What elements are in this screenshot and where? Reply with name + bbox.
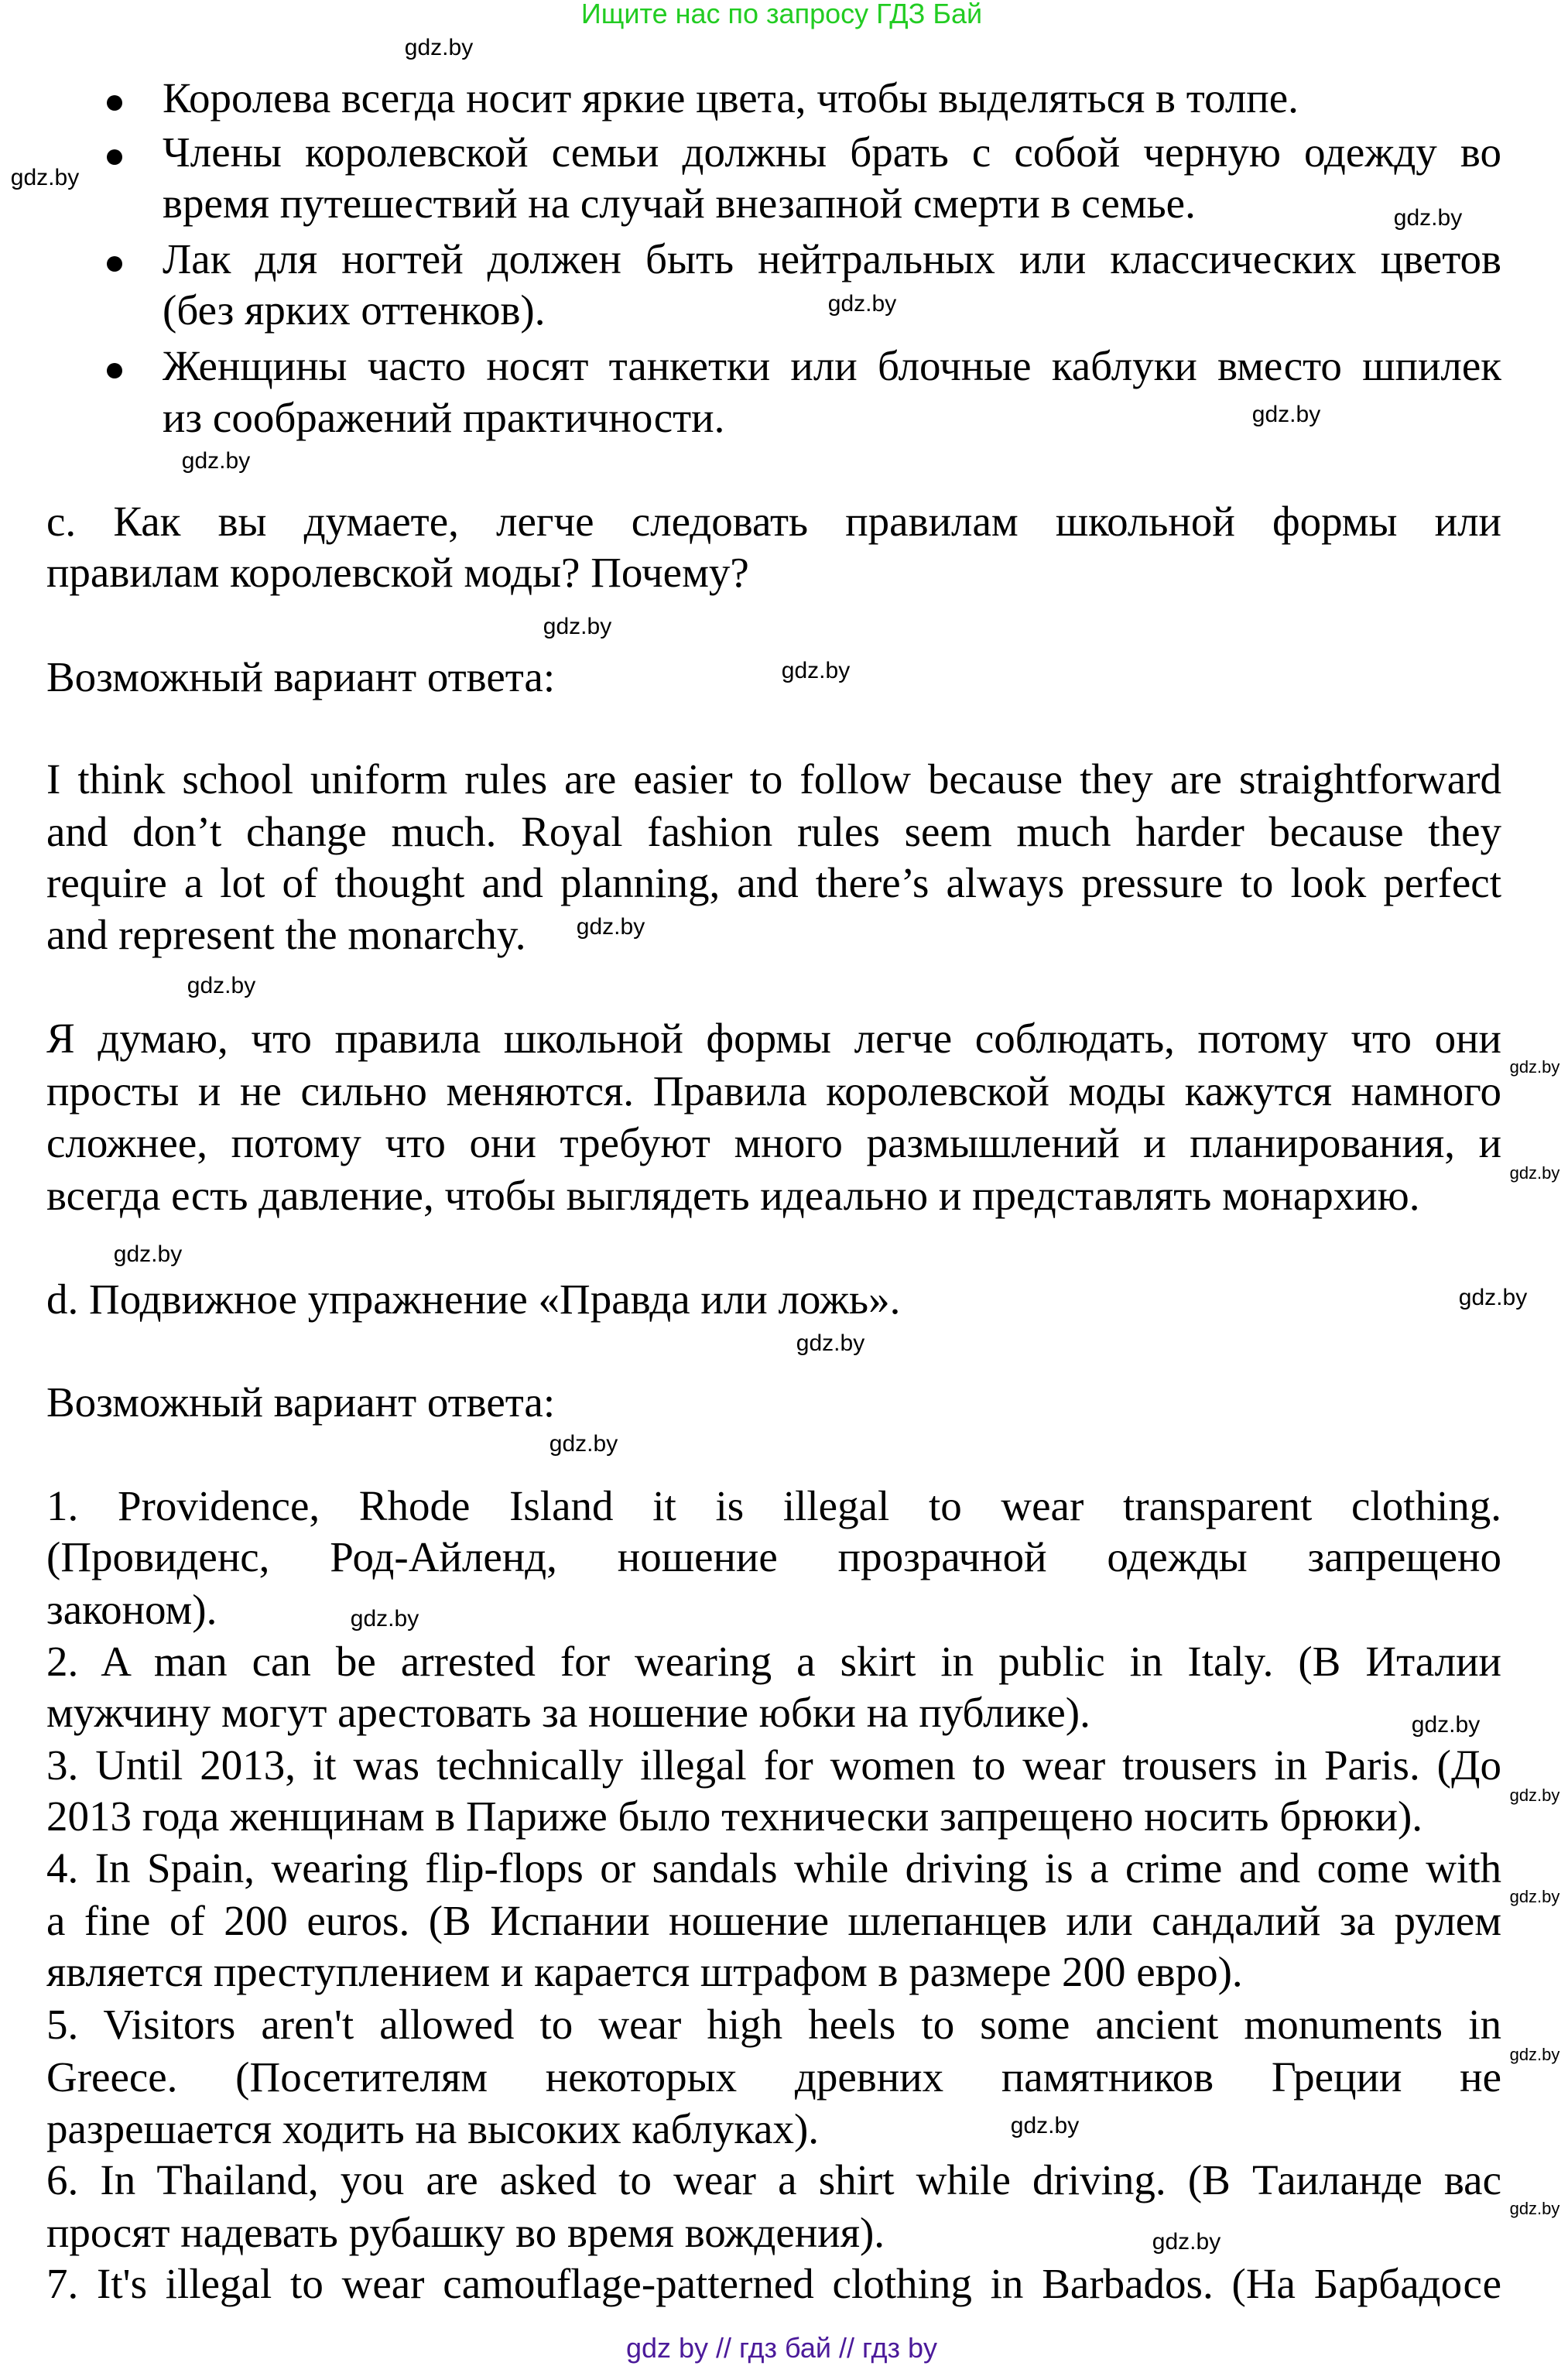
watermark: gdz.by: [1509, 1887, 1560, 1906]
watermark: gdz.by: [1152, 2229, 1221, 2255]
bullet-text: время путешествий на случай внезапной смерти в семье.: [163, 180, 1196, 227]
bullet-text: (без ярких оттенков).: [163, 286, 546, 334]
watermark: gdz.by: [1509, 1057, 1560, 1077]
answer-label: Возможный вариант ответа:: [46, 1378, 556, 1426]
bullet-icon: [107, 149, 122, 165]
answer-c-russian: Я думаю, что правила школьной формы легче соблюдать, потому что они: [46, 1015, 1501, 1062]
answer-d-item: 2. A man can be arrested for wearing a skirt in public in Italy. (В Италии: [46, 1638, 1501, 1685]
bullet-text: из соображений практичности.: [163, 394, 725, 441]
watermark: gdz.by: [187, 973, 256, 998]
answer-d-item: Greece. (Посетителям некоторых древних памятников Греции не: [46, 2053, 1501, 2101]
watermark: gdz.by: [1010, 2113, 1080, 2138]
answer-d-item: (Провиденс, Род-Айленд, ношение прозрачной одежды запрещено: [46, 1533, 1501, 1580]
watermark: gdz.by: [576, 914, 645, 940]
bullet-icon: [107, 363, 122, 378]
watermark: gdz.by: [1509, 1786, 1560, 1805]
watermark: gdz.by: [796, 1330, 865, 1356]
bullet-text: Женщины часто носят танкетки или блочные каблуки вместо шпилек: [163, 342, 1501, 389]
answer-c-english: and don’t change much. Royal fashion rules seem much harder because they: [46, 808, 1501, 855]
footer-banner[interactable]: gdz by // гдз бай // гдз by: [625, 2332, 938, 2364]
watermark: gdz.by: [1458, 1285, 1528, 1310]
watermark: gdz.by: [1509, 1163, 1560, 1183]
answer-c-russian: сложнее, потому что они требуют много размышлений и планирования, и: [46, 1119, 1501, 1166]
watermark: gdz.by: [543, 614, 612, 639]
answer-d-item: 6. In Thailand, you are asked to wear a shirt while driving. (В Таиланде вас: [46, 2156, 1501, 2203]
bullet-icon: [107, 256, 122, 272]
watermark: gdz.by: [350, 1606, 419, 1632]
bullet-icon: [107, 95, 122, 111]
question-d: d. Подвижное упражнение «Правда или ложь».: [46, 1275, 901, 1323]
watermark: gdz.by: [781, 658, 851, 683]
answer-d-item: 1. Providence, Rhode Island it is illegal to wear transparent clothing.: [46, 1482, 1501, 1529]
answer-d-item: законом).: [46, 1586, 217, 1633]
watermark: gdz.by: [1509, 2199, 1560, 2218]
answer-d-item: 7. It's illegal to wear camouflage-patterned clothing in Barbados. (На Барбадосе: [46, 2260, 1501, 2307]
watermark: gdz.by: [404, 35, 474, 60]
watermark: gdz.by: [113, 1241, 183, 1267]
watermark: gdz.by: [1509, 2045, 1560, 2064]
answer-c-russian: просты и не сильно меняются. Правила королевской моды кажутся намного: [46, 1067, 1501, 1115]
watermark: gdz.by: [1251, 402, 1321, 427]
answer-d-item: мужчину могут арестовать за ношение юбки на публике).: [46, 1689, 1090, 1736]
bullet-text: Лак для ногтей должен быть нейтральных или классических цветов: [163, 235, 1501, 282]
header-banner[interactable]: Ищите нас по запросу ГДЗ Бай: [580, 0, 983, 29]
bullet-text: Члены королевской семьи должны брать с собой черную одежду во: [163, 128, 1501, 176]
answer-d-item: 5. Visitors aren't allowed to wear high heels to some ancient monuments in: [46, 2001, 1501, 2048]
answer-label: Возможный вариант ответа:: [46, 653, 556, 700]
question-c: правилам королевской моды? Почему?: [46, 549, 749, 596]
answer-c-english: require a lot of thought and planning, and there’s always pressure to look perfect: [46, 859, 1501, 906]
answer-d-item: просят надевать рубашку во время вождения).: [46, 2209, 885, 2256]
bullet-text: Королева всегда носит яркие цвета, чтобы выделяться в толпе.: [163, 74, 1299, 122]
question-c: c. Как вы думаете, легче следовать правилам школьной формы или: [46, 498, 1501, 545]
answer-d-item: 2013 года женщинам в Париже было технически запрещено носить брюки).: [46, 1792, 1423, 1840]
answer-d-item: 4. In Spain, wearing flip-flops or sandals while driving is a crime and come with: [46, 1844, 1501, 1892]
answer-c-english: and represent the monarchy.: [46, 911, 526, 958]
watermark: gdz.by: [1411, 1712, 1481, 1738]
watermark: gdz.by: [549, 1431, 618, 1457]
answer-d-item: является преступлением и карается штрафом в размере 200 евро).: [46, 1948, 1243, 1995]
answer-d-item: a fine of 200 euros. (В Испании ношение шлепанцев или сандалий за рулем: [46, 1897, 1501, 1944]
watermark: gdz.by: [827, 291, 897, 317]
watermark: gdz.by: [10, 165, 80, 190]
answer-d-item: 3. Until 2013, it was technically illegal for women to wear trousers in Paris. (До: [46, 1741, 1501, 1789]
watermark: gdz.by: [181, 448, 251, 474]
answer-c-russian: всегда есть давление, чтобы выглядеть идеально и представлять монархию.: [46, 1172, 1420, 1219]
watermark: gdz.by: [1393, 205, 1463, 231]
answer-d-item: разрешается ходить на высоких каблуках).: [46, 2105, 820, 2152]
answer-c-english: I think school uniform rules are easier to follow because they are straightforward: [46, 755, 1501, 803]
